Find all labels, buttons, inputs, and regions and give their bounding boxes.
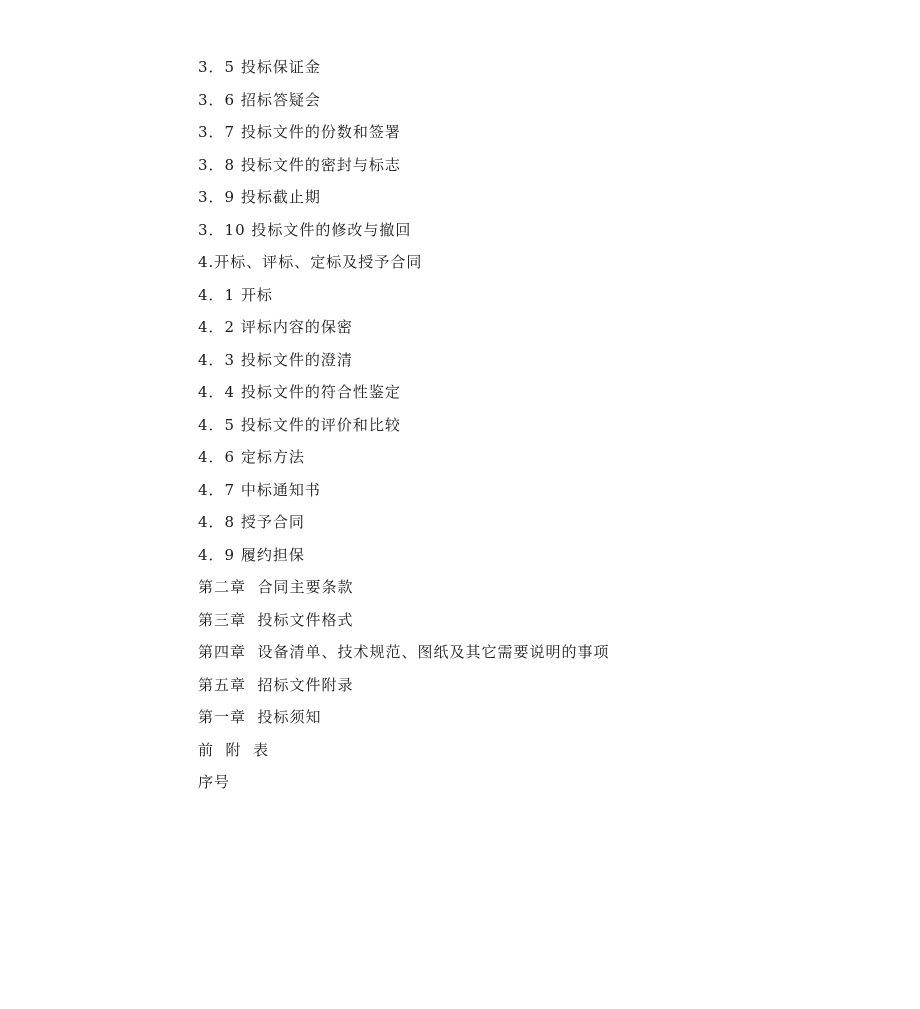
toc-entry-4-6: 4．6 定标方法	[198, 448, 305, 466]
toc-entry-4-4: 4．4 投标文件的符合性鉴定	[198, 383, 401, 401]
toc-section-4-heading: 4.开标、评标、定标及授予合同	[198, 253, 423, 271]
chapter-5-heading: 第五章 招标文件附录	[198, 675, 354, 694]
toc-entry-4-3: 4．3 投标文件的澄清	[198, 350, 353, 369]
chapter-1-heading: 第一章 投标须知	[198, 708, 322, 726]
toc-entry-4-1: 4．1 开标	[198, 285, 273, 304]
chapter-4-heading: 第四章 设备清单、技术规范、图纸及其它需要说明的事项	[198, 643, 610, 661]
toc-entry-3-9: 3．9 投标截止期	[198, 188, 321, 206]
chapter-3-heading: 第三章 投标文件格式	[198, 610, 354, 629]
toc-entry-3-10: 3．10 投标文件的修改与撤回	[198, 220, 412, 239]
toc-entry-4-2: 4．2 评标内容的保密	[198, 318, 353, 336]
toc-entry-4-7: 4．7 中标通知书	[198, 480, 321, 499]
chapter-2-heading: 第二章 合同主要条款	[198, 578, 354, 596]
toc-entry-4-8: 4．8 授予合同	[198, 513, 305, 531]
front-appendix-table-heading: 前 附 表	[198, 740, 270, 759]
table-of-contents	[198, 54, 610, 802]
toc-entry-3-5: 3．5 投标保证金	[198, 58, 321, 76]
serial-number-label: 序号	[198, 773, 231, 791]
toc-entry-4-5: 4．5 投标文件的评价和比较	[198, 415, 401, 434]
toc-entry-3-7: 3．7 投标文件的份数和签署	[198, 123, 401, 141]
toc-entry-3-6: 3．6 招标答疑会	[198, 90, 321, 109]
toc-entry-3-8: 3．8 投标文件的密封与标志	[198, 155, 401, 174]
toc-entry-4-9: 4．9 履约担保	[198, 545, 305, 564]
